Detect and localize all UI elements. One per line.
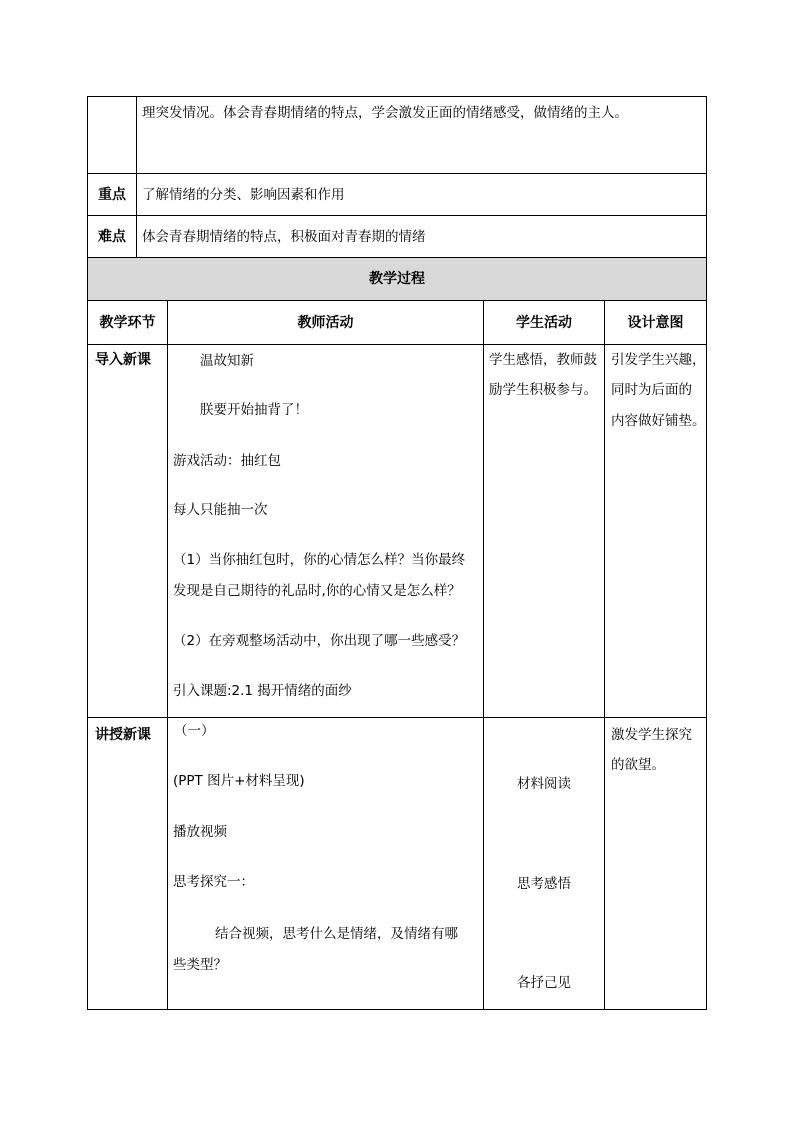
lecture-intent-line: 激发学生探究	[611, 727, 692, 743]
objective-text: 理突发情况。体会青春期情绪的特点，学会激发正面的情绪感受，做情绪的主人。	[142, 105, 628, 121]
intro-teacher-cell	[168, 345, 484, 717]
lecture-teacher-line: 些类型？	[173, 957, 227, 973]
lecture-teacher-line: （一）	[174, 723, 215, 739]
intro-stage-cell	[88, 345, 168, 717]
lecture-row	[87, 718, 707, 1010]
column-header-row	[87, 301, 707, 345]
intro-intent-line: 内容做好铺垫。	[611, 413, 706, 429]
difficulty-label: 难点	[88, 216, 137, 257]
intro-teacher-line: 每人只能抽一次	[173, 502, 268, 518]
intro-teacher-line: 游戏活动：抽红包	[173, 453, 281, 469]
lecture-intent-line: 的欲望。	[611, 757, 665, 773]
intro-intent-line: 引发学生兴趣，	[611, 352, 706, 368]
key-point-label: 重点	[88, 174, 137, 215]
difficulty-text: 体会青春期情绪的特点，积极面对青春期的情绪	[142, 228, 426, 245]
difficulty-row	[87, 216, 707, 258]
lecture-teacher-line: 思考探究一：	[173, 874, 254, 890]
lecture-student-cell	[484, 718, 605, 1009]
intro-student-cell	[484, 345, 605, 717]
intro-teacher-line: 发现是自己期待的礼品时,你的心情又是怎么样？	[173, 583, 461, 599]
header-teacher-activity: 教师活动	[168, 301, 484, 344]
lecture-stage-cell	[88, 718, 168, 1009]
intro-intent-line: 同时为后面的	[611, 382, 692, 398]
lecture-student-line: 材料阅读	[517, 776, 571, 792]
intro-intent-cell	[605, 345, 706, 717]
intro-stage-label: 导入新课	[95, 352, 151, 368]
objective-row	[87, 96, 707, 174]
process-title: 教学过程	[369, 271, 425, 287]
lecture-teacher-line: 结合视频，思考什么是情绪，及情绪有哪	[215, 926, 458, 942]
intro-student-line: 学生感悟，教师鼓	[489, 352, 597, 368]
header-student-activity: 学生活动	[484, 301, 605, 344]
lecture-teacher-line: (PPT 图片+材料呈现)	[173, 773, 305, 789]
intro-teacher-line: 温故知新	[200, 353, 254, 369]
header-stage: 教学环节	[88, 301, 168, 344]
intro-teacher-line: 引入课题:2.1 揭开情绪的面纱	[173, 683, 352, 699]
lecture-teacher-cell	[168, 718, 484, 1009]
lecture-student-line: 思考感悟	[517, 876, 571, 892]
intro-student-line: 励学生积极参与。	[489, 382, 597, 398]
lecture-stage-label: 讲授新课	[95, 727, 151, 743]
process-title-row	[87, 258, 707, 301]
header-design-intent: 设计意图	[627, 314, 684, 331]
key-point-row	[87, 174, 707, 216]
intro-row	[87, 345, 707, 718]
lesson-plan-table	[87, 96, 707, 1010]
intro-teacher-line: （2）在旁观整场活动中，你出现了哪一些感受？	[173, 633, 466, 649]
intro-teacher-line: （1）当你抽红包时，你的心情怎么样？当你最终	[173, 552, 466, 568]
lecture-student-line: 各抒己见	[517, 975, 571, 991]
intro-teacher-line: 朕要开始抽背了！	[200, 402, 308, 418]
lecture-teacher-line: 播放视频	[173, 824, 227, 840]
lecture-intent-cell	[605, 718, 706, 1009]
objective-label-cell	[88, 97, 137, 173]
key-point-text: 了解情绪的分类、影响因素和作用	[142, 186, 345, 203]
